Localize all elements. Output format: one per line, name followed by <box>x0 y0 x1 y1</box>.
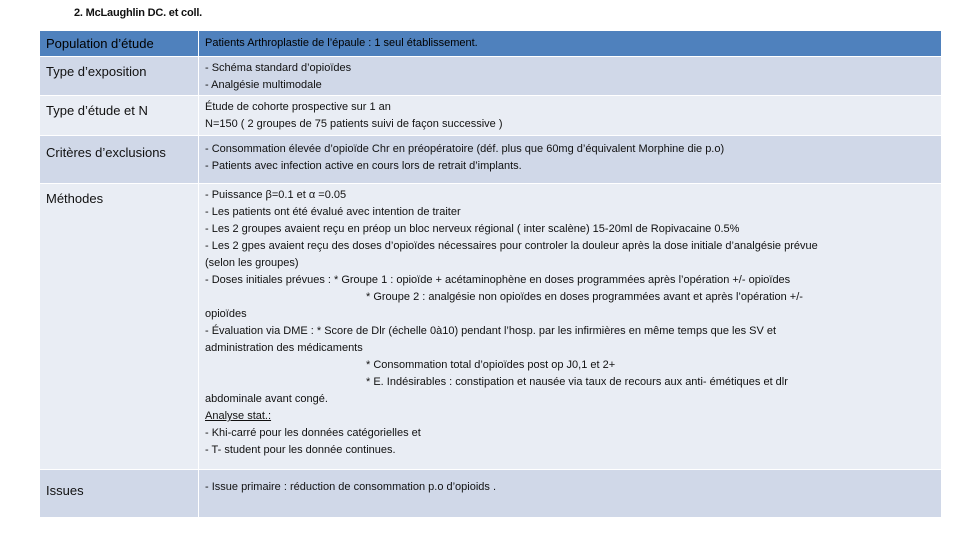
value-line: - Consommation élevée d’opioïde Chr en préopératoire (déf. plus que 60mg d’équivalent Morphine die p.o) <box>205 143 725 155</box>
value-line: - Analgésie multimodale <box>205 79 322 91</box>
value-line: Analyse stat.: <box>205 410 272 422</box>
row-value <box>199 184 942 470</box>
slide-title: 2. McLaughlin DC. et coll. <box>74 7 203 19</box>
row-value <box>199 96 942 136</box>
value-line: * E. Indésirables : constipation et nausée via taux de recours aux anti- émétiques et dlr <box>366 376 788 388</box>
value-line: (selon les groupes) <box>205 257 299 269</box>
summary-table <box>39 30 942 518</box>
value-line: - Khi-carré pour les données catégorielles et <box>205 427 421 439</box>
row-label: Issues <box>40 470 199 518</box>
value-line: - Issue primaire : réduction de consommation p.o d’opioids . <box>205 481 497 493</box>
value-line: Patients Arthroplastie de l’épaule : 1 seul établissement. <box>205 37 478 49</box>
row-label: Critères d’exclusions <box>40 136 199 184</box>
row-value <box>199 31 942 57</box>
value-line: - Doses initiales prévues : * Groupe 1 : opioïde + acétaminophène en doses programmées après l’opération +/- opioïdes <box>205 274 791 286</box>
value-line: - Puissance β=0.1 et α =0.05 <box>205 189 347 201</box>
table-row-type-etude <box>40 96 942 136</box>
table-row-methodes <box>40 184 942 470</box>
value-line: - Les patients ont été évalué avec intention de traiter <box>205 206 461 218</box>
row-label: Méthodes <box>40 184 199 470</box>
value-line: - Schéma standard d’opioïdes <box>205 62 352 74</box>
row-label: Type d’exposition <box>40 57 199 96</box>
value-line: - Patients avec infection active en cours lors de retrait d’implants. <box>205 160 522 172</box>
value-line: - Évaluation via DME : * Score de Dlr (échelle 0à10) pendant l’hosp. par les infirmières en même temps que les SV et <box>205 325 777 337</box>
row-label: Type d’étude et N <box>40 96 199 136</box>
row-value <box>199 136 942 184</box>
row-label: Population d’étude <box>40 31 199 57</box>
table-row-population <box>40 31 942 57</box>
value-line: Étude de cohorte prospective sur 1 an <box>205 101 391 113</box>
row-value <box>199 470 942 518</box>
value-line: - Les 2 gpes avaient reçu des doses d’opioïdes nécessaires pour controler la douleur après la dose initiale d’analgésie prévue <box>205 240 818 252</box>
value-line: * Groupe 2 : analgésie non opioïdes en doses programmées avant et après l’opération +/- <box>366 291 803 303</box>
row-value <box>199 57 942 96</box>
value-line: opioïdes <box>205 308 247 320</box>
value-line: - Les 2 groupes avaient reçu en préop un bloc nerveux régional ( inter scalène) 15-20ml de Ropivacaine 0.5% <box>205 223 740 235</box>
value-line: abdominale avant congé. <box>205 393 328 405</box>
value-line: administration des médicaments <box>205 342 363 354</box>
value-line: N=150 ( 2 groupes de 75 patients suivi de façon successive ) <box>205 118 503 130</box>
value-line: * Consommation total d’opioïdes post op J0,1 et 2+ <box>366 359 616 371</box>
table-row-issues <box>40 470 942 518</box>
table-row-exclusions <box>40 136 942 184</box>
value-line: - T- student pour les donnée continues. <box>205 444 396 456</box>
table-row-exposition <box>40 57 942 96</box>
